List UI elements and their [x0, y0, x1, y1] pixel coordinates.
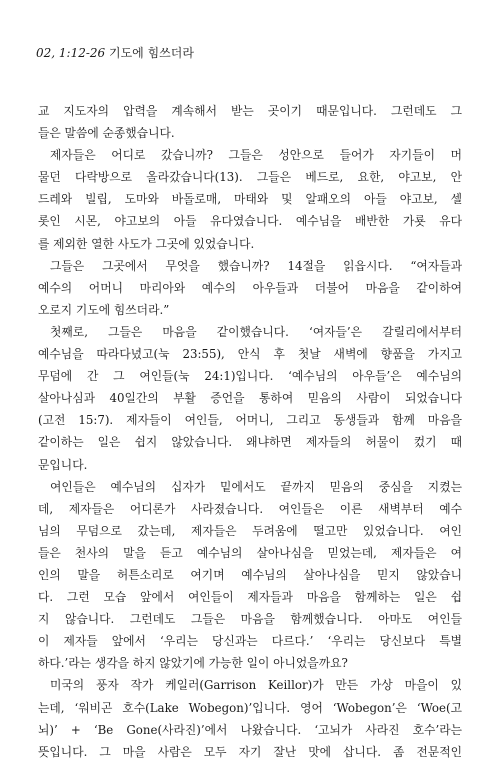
text-line: 살아나심과 40일간의 부활 증언을 통하여 믿음의 사람이 되었습니다 — [38, 391, 462, 406]
text-line: 를 제외한 열한 사도가 그곳에 있었습니다. — [38, 236, 255, 251]
text-line: 같이하는 일은 쉽지 않았습니다. 왜냐하면 제자들의 허물이 컸기 때 — [38, 435, 462, 450]
chapter-title: 기도에 힘쓰더라 — [109, 46, 194, 60]
text-line: 들은 말씀에 순종했습니다. — [38, 126, 175, 141]
text-line: 예수의 어머니 마리아와 예수의 아우들과 더불어 마음을 같이하여 — [38, 280, 462, 295]
text-line: 뇌)’ + ‘Be Gone(사라진)’에서 나왔습니다. ‘고뇌가 사라진 호수’라는 — [38, 722, 462, 737]
body-text — [38, 100, 462, 763]
text-line: 는데, ‘워비곤 호수(Lake Wobegon)’입니다. 영어 ‘Wobegon’은 ‘Woe(고 — [38, 700, 462, 715]
text-line: (고전 15:7). 제자들이 여인들, 어머니, 그리고 동생들과 함께 마음을 — [38, 413, 462, 428]
text-line: 드레와 빌립, 도마와 바돌로매, 마태와 및 알패오의 아들 야고보, 셀 — [38, 192, 462, 207]
text-line: 물던 다락방으로 올라갔습니다(13). 그들은 베드로, 요한, 야고보, 안 — [38, 170, 462, 185]
text-line: 문입니다. — [38, 457, 88, 472]
chapter-reference: 02, 1:12-26 — [36, 46, 106, 60]
text-line: 첫째로, 그들은 마음을 같이했습니다. ‘여자들’은 갈릴리에서부터 — [50, 324, 462, 339]
text-line: 뜻입니다. 그 마을 사람은 모두 자기 잘난 맛에 삽니다. 좀 전문적인 — [38, 744, 462, 759]
text-line: 이 제자들 앞에서 ‘우리는 당신과는 다르다.’ ‘우리는 당신보다 특별 — [38, 634, 462, 649]
text-line: 그들은 그곳에서 무엇을 했습니까? 14절을 읽읍시다. “여자들과 — [50, 258, 462, 273]
text-line: 인의 말을 허튼소리로 여기며 예수님의 살아나심을 믿지 않았습니 — [38, 567, 462, 582]
text-line: 제자들은 어디로 갔습니까? 그들은 성안으로 들어가 자기들이 머 — [50, 148, 462, 163]
text-line: 여인들은 예수님의 십자가 밑에서도 끝까지 믿음의 중심을 지켰는 — [50, 479, 462, 494]
text-line: 들은 천사의 말을 듣고 예수님의 살아나심을 믿었는데, 제자들은 여 — [38, 545, 462, 560]
text-line: 무덤에 간 그 여인들(눅 24:1)입니다. ‘예수님의 아우들’은 예수님의 — [38, 369, 462, 384]
running-header — [36, 44, 194, 61]
text-line: 미국의 풍자 작가 케일러(Garrison Keillor)가 만든 가상 마을이 있 — [50, 678, 462, 693]
text-line: 예수님을 따라다녔고(눅 23:55), 안식 후 첫날 새벽에 향품을 가지고 — [38, 347, 462, 362]
text-line: 지 않습니다. 그런데도 그들은 마음을 함께했습니다. 아마도 여인들 — [38, 612, 462, 627]
text-line: 데, 제자들은 어디론가 사라졌습니다. 여인들은 이른 새벽부터 예수 — [38, 501, 462, 516]
text-line: 님의 무덤으로 갔는데, 제자들은 두려움에 떨고만 있었습니다. 여인 — [38, 523, 462, 538]
text-line: 교 지도자의 압력을 계속해서 받는 곳이기 때문입니다. 그런데도 그 — [38, 104, 462, 118]
text-line: 오로지 기도에 힘쓰더라.” — [38, 302, 170, 317]
text-line: 하다.’라는 생각을 하지 않았기에 가능한 일이 아니었을까요? — [38, 656, 348, 671]
text-line: 롯인 시몬, 야고보의 아들 유다였습니다. 예수님을 배반한 가룟 유다 — [38, 214, 462, 229]
text-line: 다. 그런 모습 앞에서 여인들이 제자들과 마음을 함께하는 일은 쉽 — [38, 590, 462, 605]
